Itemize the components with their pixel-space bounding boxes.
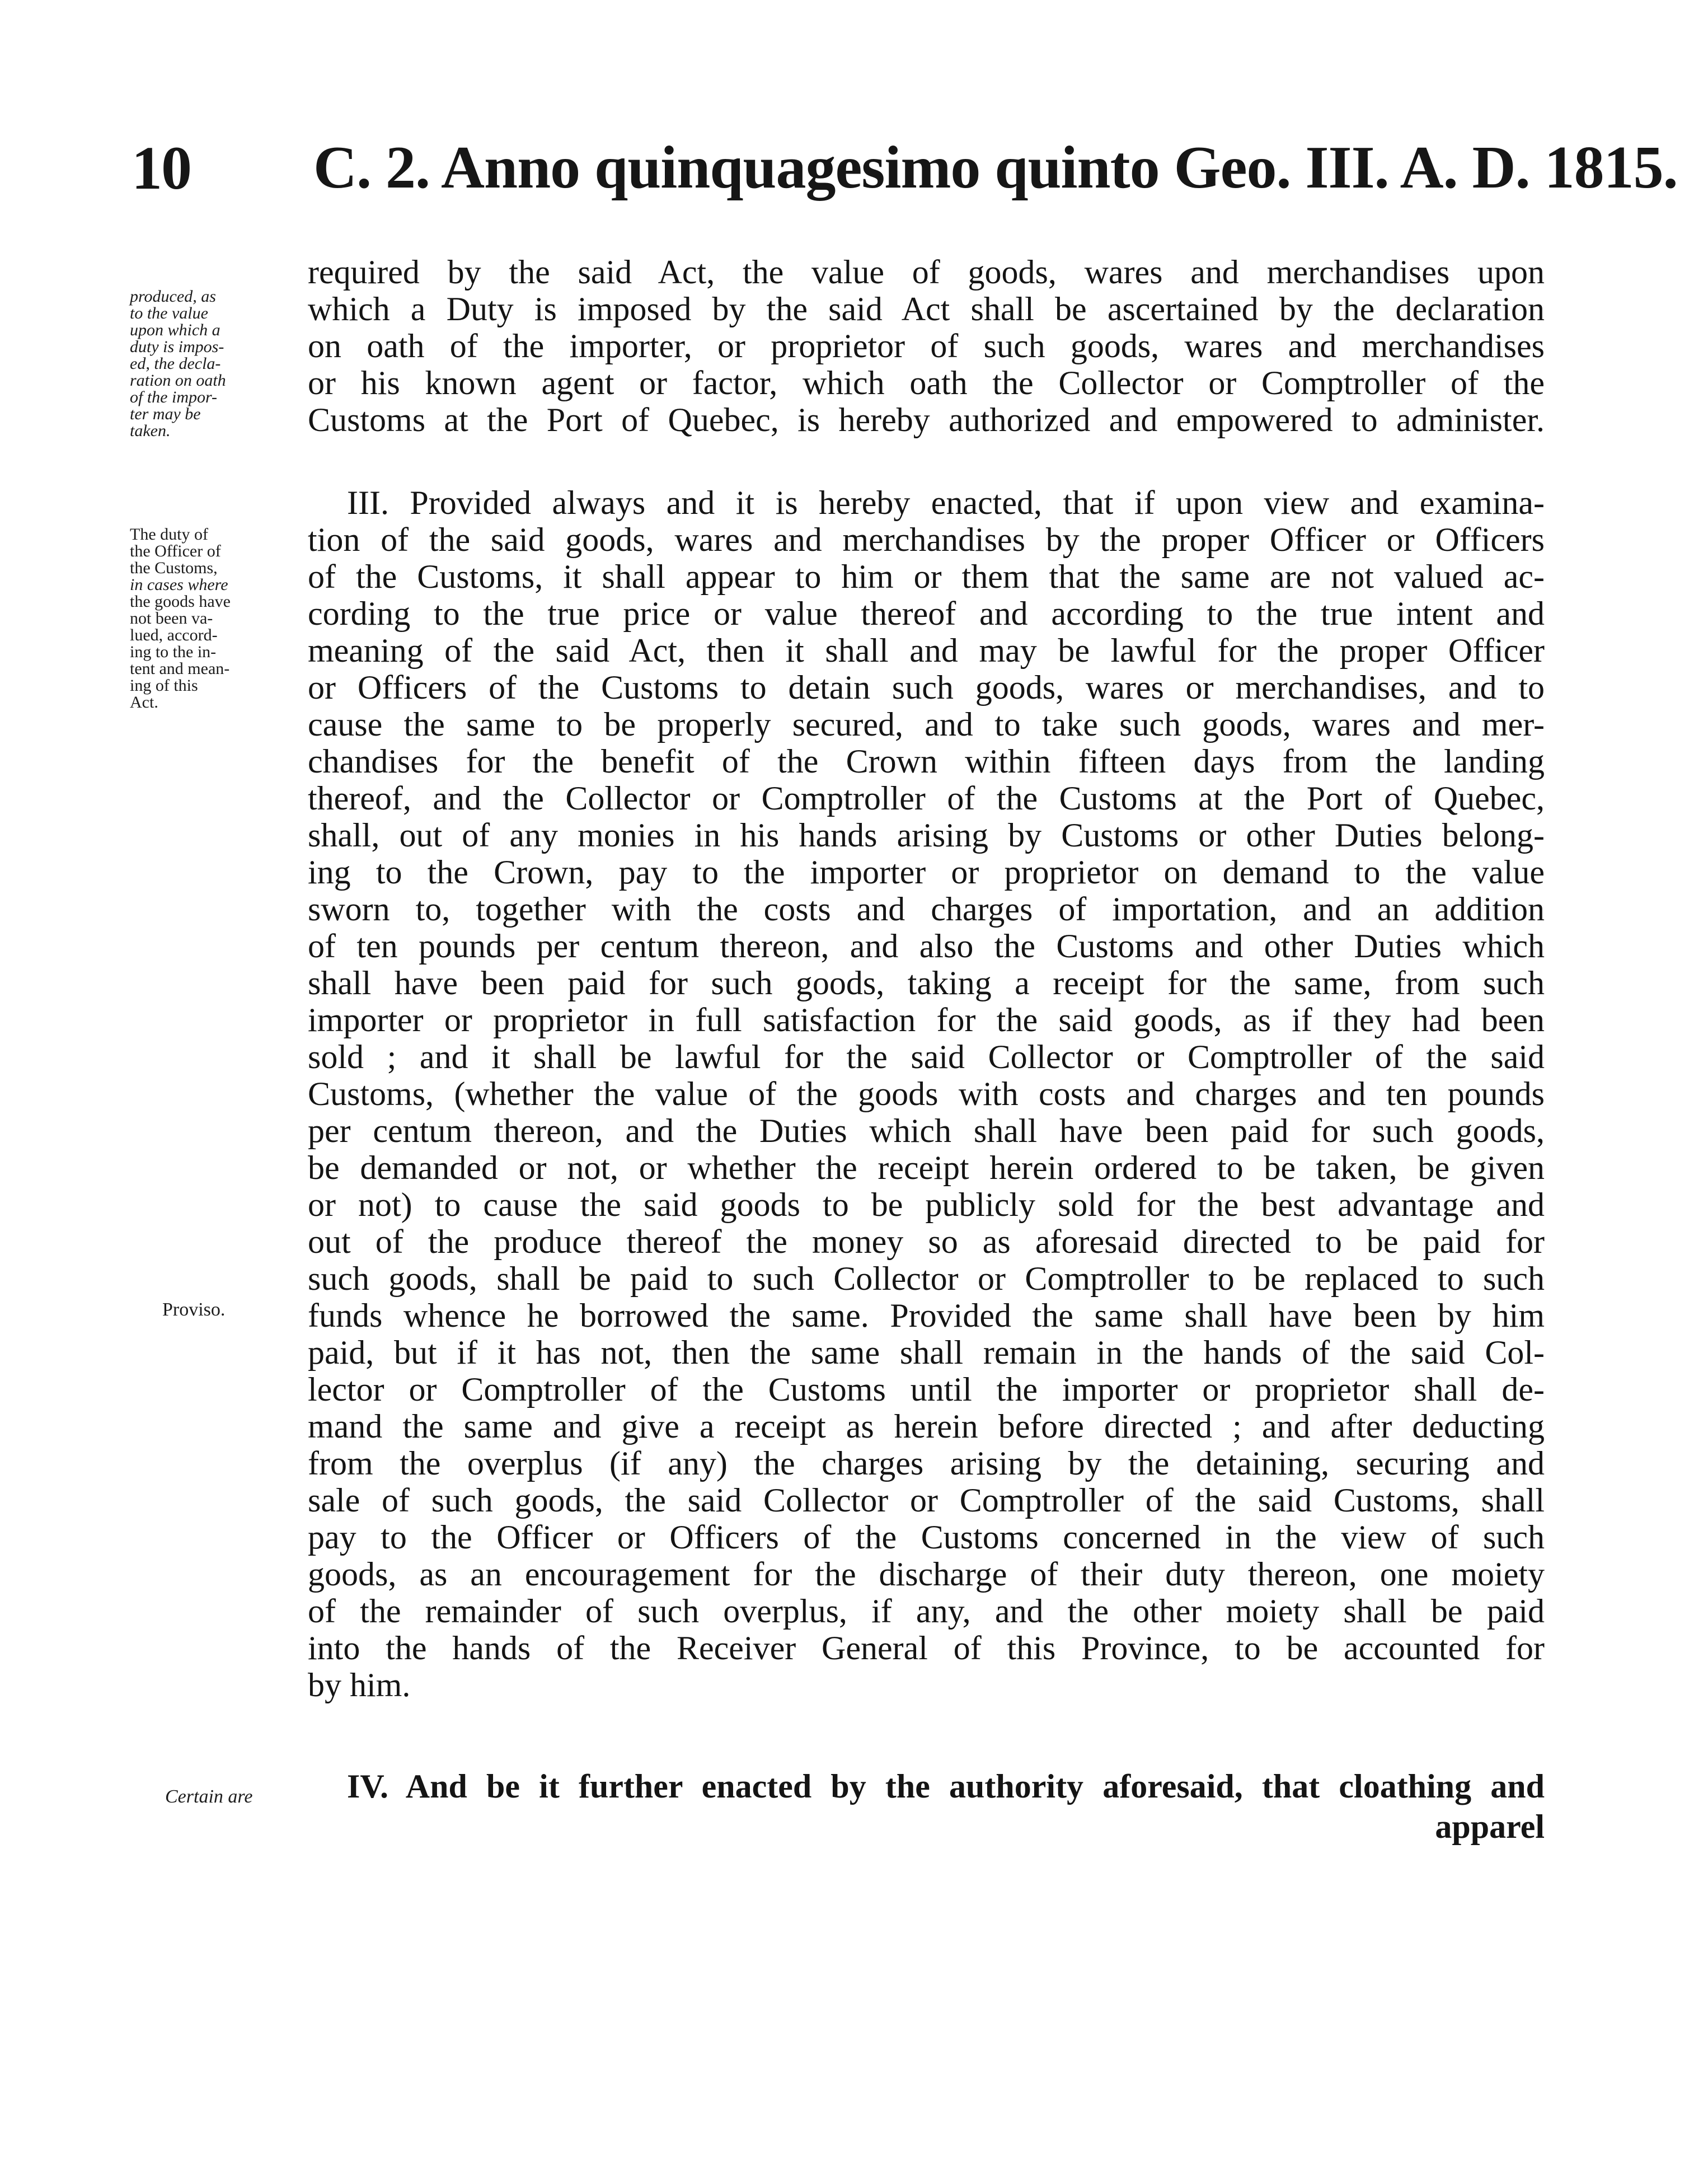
text-line: III. Provided always and it is hereby enacted, that if upon view and examina- [347,484,1545,521]
margin-note-line: ing to the in- [130,643,217,661]
text-line: mand the same and give a receipt as herein before directed ; and after deducting [308,1408,1545,1445]
text-line: sale of such goods, the said Collector or Comptroller of the said Customs, shall [308,1482,1545,1519]
margin-note-line: of the impor- [130,388,218,406]
text-line: cause the same to be properly secured, and to take such goods, wares and mer- [308,706,1545,743]
margin-note-declaration-on-oath [130,288,292,439]
margin-note-line: tent and mean- [130,659,230,678]
margin-note-line: not been va- [130,609,213,628]
text-line: importer or proprietor in full satisfaction for the said goods, as if they had been [308,1001,1545,1038]
text-line: of ten pounds per centum thereon, and also the Customs and other Duties which [308,928,1545,965]
text-line: such goods, shall be paid to such Collector or Comptroller to be replaced to such [308,1260,1545,1297]
margin-note-line: upon which a [130,321,220,339]
text-line: which a Duty is imposed by the said Act shall be ascertained by the declaration [308,291,1545,327]
text-line: shall have been paid for such goods, taking a receipt for the same, from such [308,965,1545,1001]
section-iii [308,484,1545,1703]
text-line: out of the produce thereof the money so as aforesaid directed to be paid for [308,1223,1545,1260]
paragraph-continued [308,254,1545,438]
margin-note-line: the Officer of [130,542,221,560]
text-line: on oath of the importer, or proprietor of such goods, wares and merchandises [308,327,1545,364]
margin-note-duty-of-officer [130,526,292,711]
text-line: paid, but if it has not, then the same shall remain in the hands of the said Col- [308,1334,1545,1371]
margin-note-certain-articles [165,1786,253,1807]
text-line: sworn to, together with the costs and charges of importation, and an addition [308,891,1545,928]
text-line: ing to the Crown, pay to the importer or proprietor on demand to the value [308,854,1545,891]
text-line: cording to the true price or value thereof and according to the true intent and [308,595,1545,632]
margin-note-line: duty is impos- [130,338,224,356]
text-line: meaning of the said Act, then it shall and may be lawful for the proper Officer [308,632,1545,669]
margin-note-line: the Customs, [130,559,218,577]
text-line: goods, as an encouragement for the discharge of their duty thereon, one moiety [308,1556,1545,1593]
text-line: IV. And be it further enacted by the authority aforesaid, that cloathing and [347,1768,1545,1805]
text-line: by him. [308,1667,411,1703]
margin-note-line: Act. [130,693,158,711]
text-line: be demanded or not, or whether the receipt herein ordered to be taken, be given [308,1149,1545,1186]
text-line: or not) to cause the said goods to be publicly sold for the best advantage and [308,1186,1545,1223]
text-line: sold ; and it shall be lawful for the said Collector or Comptroller of the said [308,1038,1545,1075]
text-line: of the Customs, it shall appear to him or them that the same are not valued ac- [308,558,1545,595]
text-line: chandises for the benefit of the Crown within fifteen days from the landing [308,743,1545,780]
margin-note-line: Proviso. [162,1299,226,1320]
text-line: funds whence he borrowed the same. Provided the same shall have been by him [308,1297,1545,1334]
page-number: 10 [132,134,191,202]
margin-note-proviso [162,1299,226,1320]
text-line: tion of the said goods, wares and merchandises by the proper Officer or Officers [308,521,1545,558]
text-line: lector or Comptroller of the Customs until the importer or proprietor shall de- [308,1371,1545,1408]
margin-note-line: ing of this [130,676,198,695]
text-line: required by the said Act, the value of goods, wares and merchandises upon [308,254,1545,291]
catchword: apparel [1435,1808,1545,1845]
margin-note-line: the goods have [130,592,231,611]
margin-note-line: lued, accord- [130,626,218,644]
text-line: per centum thereon, and the Duties which shall have been paid for such goods, [308,1112,1545,1149]
margin-note-line: Certain are [165,1786,253,1807]
text-line: shall, out of any monies in his hands arising by Customs or other Duties belong- [308,817,1545,854]
text-line: or his known agent or factor, which oath the Collector or Comptroller of the [308,364,1545,401]
text-line: thereof, and the Collector or Comptroller of the Customs at the Port of Quebec, [308,780,1545,817]
text-line: from the overplus (if any) the charges arising by the detaining, securing and [308,1445,1545,1482]
section-iv [308,1766,1545,1847]
text-line: into the hands of the Receiver General of this Province, to be accounted for [308,1630,1545,1667]
text-line: Customs at the Port of Quebec, is hereby authorized and empowered to administer. [308,401,1545,438]
text-line: pay to the Officer or Officers of the Customs concerned in the view of such [308,1519,1545,1556]
margin-note-line: The duty of [130,525,208,544]
margin-note-line: ter may be [130,405,201,423]
text-line: Customs, (whether the value of the goods with costs and charges and ten pounds [308,1075,1545,1112]
margin-note-line: in cases where [130,575,228,594]
text-line: or Officers of the Customs to detain such goods, wares or merchandises, and to [308,669,1545,706]
margin-note-line: ration on oath [130,371,226,390]
margin-note-line: taken. [130,422,171,440]
running-head: C. 2. Anno quinquagesimo quinto Geo. III. A. D. 1815. [313,134,1678,201]
margin-note-line: produced, as [130,287,216,306]
margin-note-line: ed, the decla- [130,354,221,373]
margin-note-line: to the value [130,304,208,322]
text-line: of the remainder of such overplus, if any, and the other moiety shall be paid [308,1593,1545,1630]
